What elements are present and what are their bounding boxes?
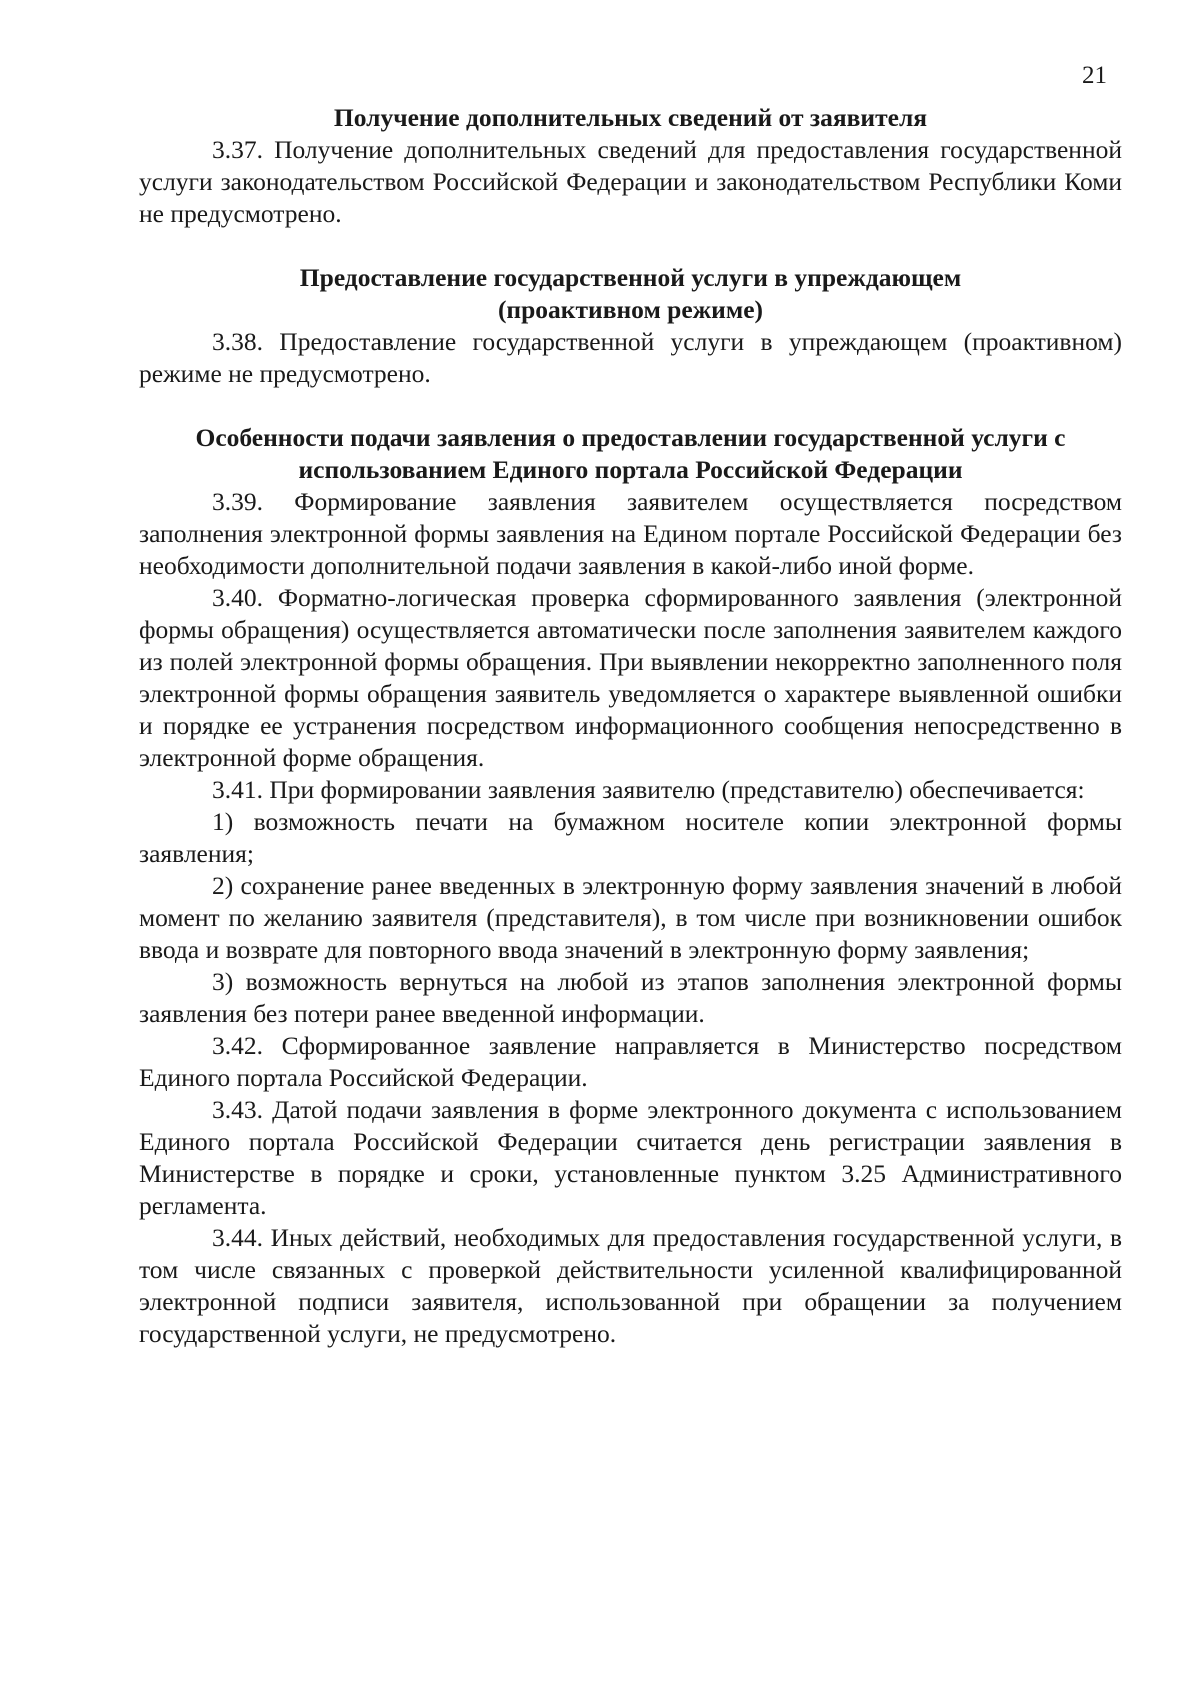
section-heading-proactive bbox=[139, 262, 1122, 326]
page-number: 21 bbox=[1082, 62, 1107, 89]
list-item-2: 2) сохранение ранее введенных в электронную форму заявления значений в любой момент по желанию заявителя (представителя), в том числе при возникновении ошибок ввода и возврате для повторного ввода значений в электронную форму заявления; bbox=[139, 871, 1122, 964]
paragraph-3-44: 3.44. Иных действий, необходимых для предоставления государственной услуги, в том числе связанных с проверкой действительности усиленной квалифицированной электронной подписи заявителя, использованной при обращении за получением государственной услуги, не предусмотрено. bbox=[139, 1223, 1122, 1348]
paragraph-3-43: 3.43. Датой подачи заявления в форме электронного документа с использованием Единого портала Российской Федерации считается день регистрации заявления в Министерстве в порядке и сроки, установленные пунктом 3.25 Административного регламента. bbox=[139, 1095, 1122, 1220]
list-item-3: 3) возможность вернуться на любой из этапов заполнения электронной формы заявления без потери ранее введенной информации. bbox=[139, 967, 1122, 1028]
section-heading-additional-info: Получение дополнительных сведений от заявителя bbox=[333, 103, 928, 132]
paragraph-3-40: 3.40. Форматно-логическая проверка сформированного заявления (электронной формы обращения) осуществляется автоматически после заполнения заявителем каждого из полей электронной формы обращения. При выявлении некорректно заполненного поля электронной формы обращения заявитель уведомляется о характере выявленной ошибки и порядке ее устранения посредством информационного сообщения непосредственно в электронной форме обращения. bbox=[139, 583, 1122, 772]
paragraph-3-37: 3.37. Получение дополнительных сведений для предоставления государственной услуги законодательством Российской Федерации и законодательством Республики Коми не предусмотрено. bbox=[139, 135, 1122, 228]
section-spacer bbox=[139, 390, 1122, 422]
section-heading-unified-portal bbox=[139, 422, 1122, 486]
paragraph-3-41: 3.41. При формировании заявления заявителю (представителю) обеспечивается: bbox=[212, 775, 1085, 804]
list-item-1: 1) возможность печати на бумажном носителе копии электронной формы заявления; bbox=[139, 807, 1122, 868]
paragraph-3-42: 3.42. Сформированное заявление направляется в Министерство посредством Единого портала Российской Федерации. bbox=[139, 1031, 1122, 1092]
heading-line: Предоставление государственной услуги в упреждающем bbox=[299, 263, 962, 292]
paragraph-3-39: 3.39. Формирование заявления заявителем осуществляется посредством заполнения электронной формы заявления на Едином портале Российской Федерации без необходимости дополнительной подачи заявления в какой-либо иной форме. bbox=[139, 487, 1122, 580]
paragraph-3-38: 3.38. Предоставление государственной услуги в упреждающем (проактивном) режиме не предусмотрено. bbox=[139, 327, 1122, 388]
heading-line: (проактивном режиме) bbox=[497, 295, 764, 324]
heading-line: Особенности подачи заявления о предоставлении государственной услуги с bbox=[195, 423, 1066, 452]
document-body bbox=[139, 102, 1122, 1350]
heading-line: использованием Единого портала Российской Федерации bbox=[298, 455, 963, 484]
section-spacer bbox=[139, 230, 1122, 262]
